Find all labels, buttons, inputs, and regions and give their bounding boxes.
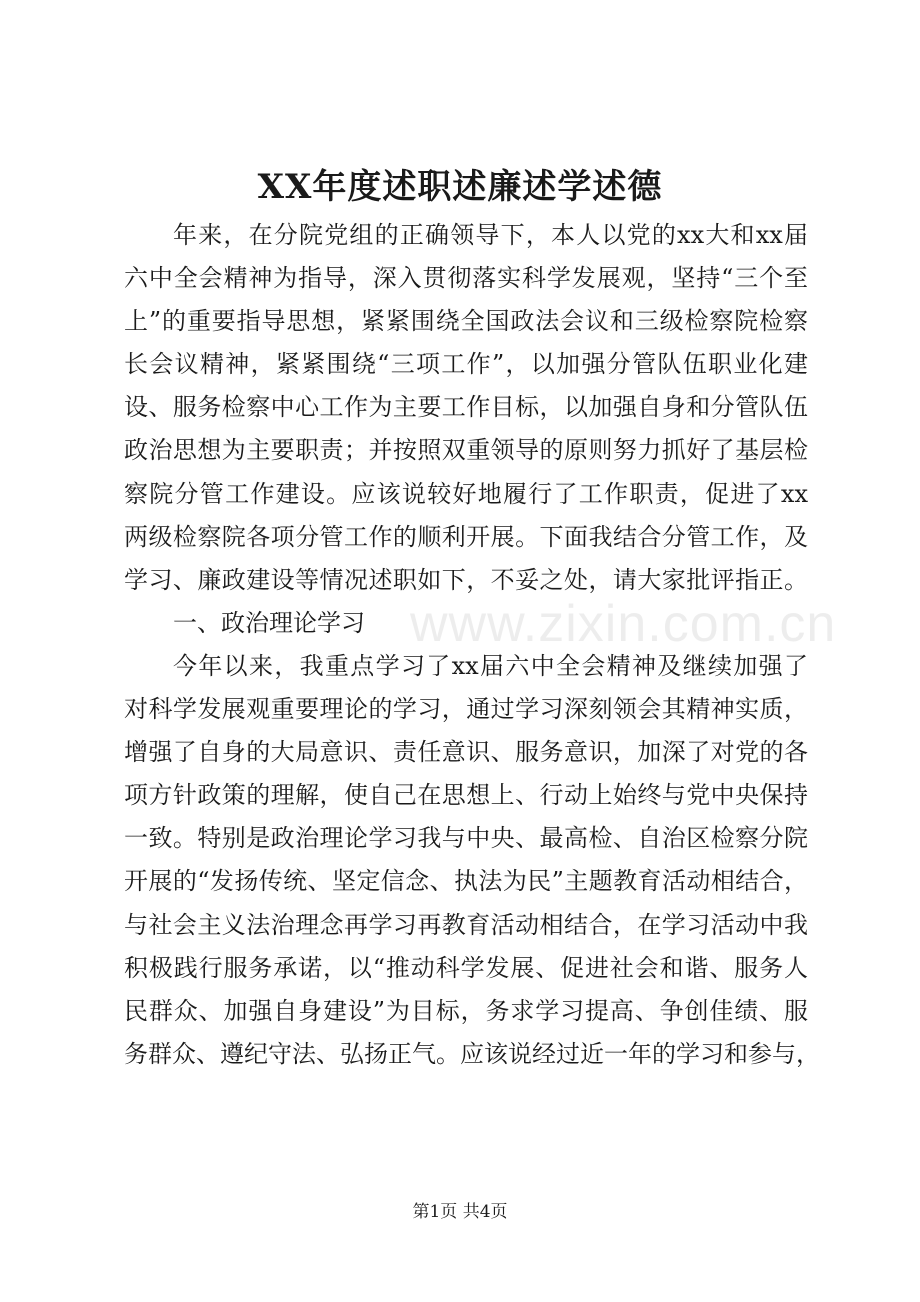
paragraph-2-line-5: 一致。特别是政治理论学习我与中央、最高检、自治区检察分院 xyxy=(124,824,808,853)
paragraph-1-line-4: 长会议精神，紧紧围绕“三项工作”，以加强分管队伍职业化建 xyxy=(124,350,808,379)
paragraph-2-line-9: 民群众、加强自身建设”为目标，务求学习提高、争创佳绩、服 xyxy=(124,996,808,1025)
page-footer: 第1页 共4页 xyxy=(412,1202,508,1222)
paragraph-1-line-1: 年来，在分院党组的正确领导下，本人以党的xx大和xx届 xyxy=(173,221,808,249)
section-heading: 一、政治理论学习 xyxy=(173,608,365,637)
paragraph-1-line-2: 六中全会精神为指导，深入贯彻落实科学发展观，坚持“三个至 xyxy=(124,264,808,293)
paragraph-1-line-8: 两级检察院各项分管工作的顺利开展。下面我结合分管工作，及 xyxy=(124,522,808,551)
paragraph-2-line-8: 积极践行服务承诺，以“推动科学发展、促进社会和谐、服务人 xyxy=(124,953,808,982)
paragraph-2-line-1: 今年以来，我重点学习了xx届六中全会精神及继续加强了 xyxy=(173,651,808,680)
paragraph-1-line-6: 政治思想为主要职责；并按照双重领导的原则努力抓好了基层检 xyxy=(124,436,808,465)
paragraph-1-line-7: 察院分管工作建设。应该说较好地履行了工作职责，促进了xx xyxy=(124,479,808,508)
paragraph-2-line-4: 项方针政策的理解，使自己在思想上、行动上始终与党中央保持 xyxy=(124,781,808,810)
paragraph-1-line-5: 设、服务检察中心工作为主要工作目标，以加强自身和分管队伍 xyxy=(124,393,808,422)
document-body xyxy=(124,214,820,1076)
document-title: XX年度述职述廉述学述德 xyxy=(257,167,663,207)
paragraph-2-line-7: 与社会主义法治理念再学习再教育活动相结合，在学习活动中我 xyxy=(124,910,808,939)
watermark-text: www.zixin.com.cn xyxy=(410,595,837,653)
paragraph-1-line-3: 上”的重要指导思想，紧紧围绕全国政法会议和三级检察院检察 xyxy=(124,307,808,336)
paragraph-2-line-6: 开展的“发扬传统、坚定信念、执法为民”主题教育活动相结合， xyxy=(124,867,808,896)
paragraph-1-line-9: 学习、廉政建设等情况述职如下，不妥之处，请大家批评指正。 xyxy=(124,565,808,594)
paragraph-2-line-3: 增强了自身的大局意识、责任意识、服务意识，加深了对党的各 xyxy=(124,738,808,767)
paragraph-2-line-2: 对科学发展观重要理论的学习，通过学习深刻领会其精神实质， xyxy=(124,695,808,724)
paragraph-2-line-10: 务群众、遵纪守法、弘扬正气。应该说经过近一年的学习和参与， xyxy=(124,1039,820,1068)
